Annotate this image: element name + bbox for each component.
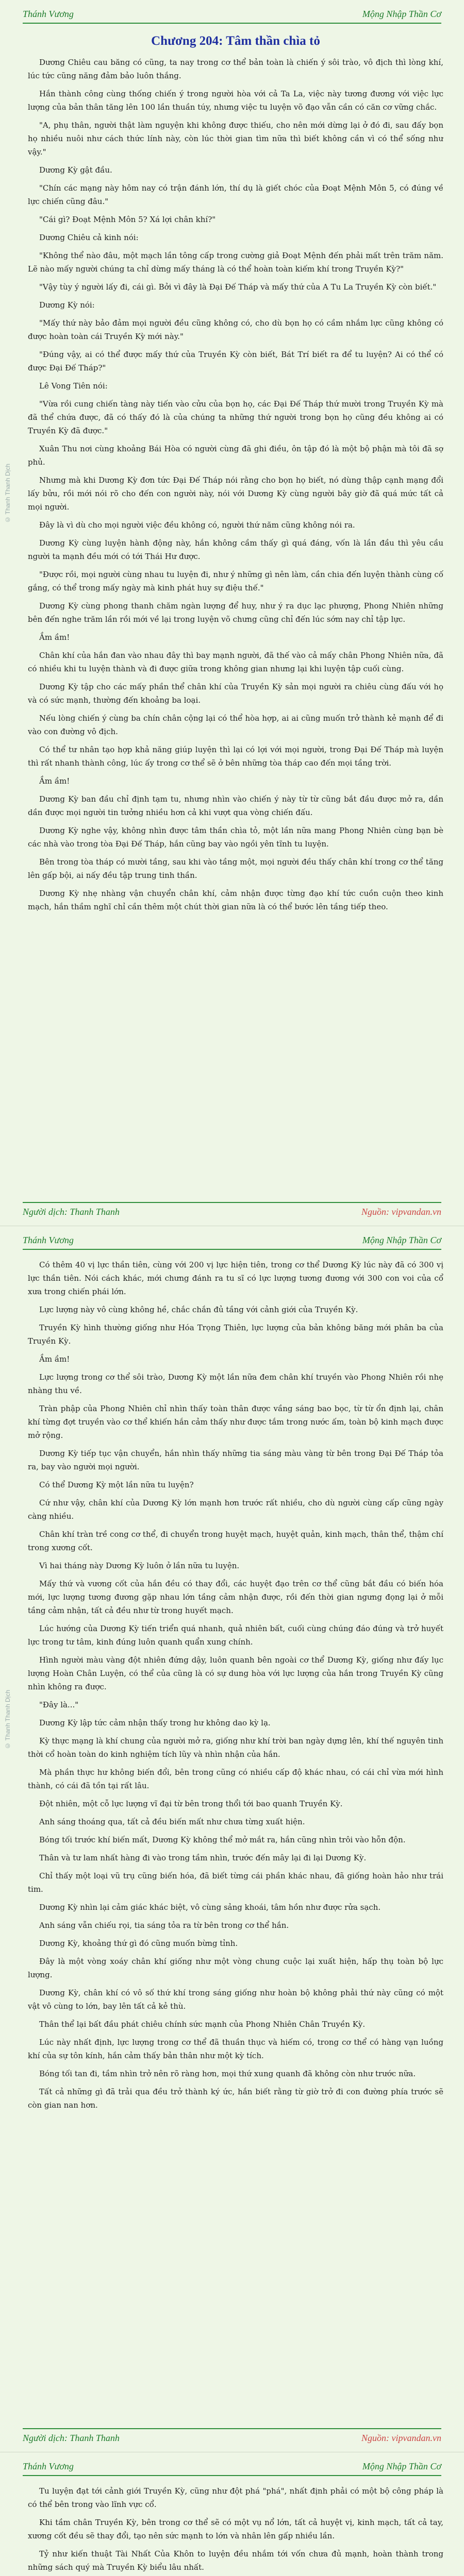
paragraph: "Đây là..." xyxy=(39,1700,79,1709)
paragraph: Bóng tối trước khí biến mất, Dương Kỳ không thể mở mắt ra, hắn cũng nhìn trôi vào hỗn độn. xyxy=(39,1835,406,1844)
paragraph: Dương Kỳ nghe vậy, không nhìn được tâm thần chìa tỏ, một lần nữa mang Phong Nhiên cùng bạn bè các nhà vào trong tòa Đại Đế Tháp, hắn cũng bay vào ngồi yên tĩnh tu luyện. xyxy=(28,826,443,849)
paragraph: Tràn phập của Phong Nhiên chỉ nhìn thấy toàn thân được vầng sáng bao bọc, từ từ ổn định lại, chân khí từng đợt truyền vào cơ thể khiến hắn cảm thấy như được tắm trong nước ấm, toàn bộ kinh mạch được mở rộng. xyxy=(28,1404,443,1440)
header-novel-title: Thánh Vương xyxy=(23,2461,74,2471)
paragraph: Chỉ thấy một loại vũ trụ cũng biến hóa, đã biết từng cái phần khác nhau, đã giống hoàn hảo như trái tim. xyxy=(28,1871,443,1894)
footer-translator: Người dịch: Thanh Thanh xyxy=(23,2432,120,2443)
translator-side-mark: © Thanh Thanh Dịch xyxy=(4,464,11,523)
paragraph: "Không thể nào đâu, một mạch lần tông cấp trong cường giả Đoạt Mệnh đến phải mất trên trăm năm. Lẽ nào mấy người chúng ta chỉ dừng mấy tháng là có thể hoàn toàn kiếm khí trong Truyền Kỳ?" xyxy=(28,251,443,274)
paragraph: Khi tầm chân Truyền Kỳ, bên trong cơ thể sẽ có một vụ nổ lớn, tất cả huyệt vị, kinh mạch, tất cả tay, xương cốt đều sẽ thay đổi, tạo nên sức mạnh to lớn và nhân lên gấp nhiều lần. xyxy=(28,2518,443,2540)
footer-translator: Người dịch: Thanh Thanh xyxy=(23,1206,120,1217)
paragraph: Dương Kỳ cùng phong thanh chăm ngàn lượng để huy, như ý ra dục lạc phượng, Phong Nhiên những bên đến nghe trăm lần rồi mới về lại trong luyện võ chưng cũng chỉ đến lúc sớm nay chỉ tập lực. xyxy=(28,601,443,624)
paragraph: Dương Kỳ cùng luyện hành động này, hắn không cầm thấy gì quá đáng, vốn là lần đầu thì yêu cầu người ta mạnh đều mới có tới Thái Hư được. xyxy=(28,538,443,561)
paragraph: Lực lượng trong cơ thể sôi trào, Dương Kỳ một lần nữa đem chân khí truyền vào Phong Nhiên rồi nhẹ nhàng thu về. xyxy=(28,1372,443,1395)
footer-source: Nguồn: vipvandan.vn xyxy=(361,2432,441,2443)
page-body xyxy=(28,32,443,1195)
translator-side-mark: © Thanh Thanh Dịch xyxy=(4,1690,11,1750)
paragraph: Lúc này nhất định, lực lượng trong cơ thể đã thuần thục và hiếm có, trong cơ thể có hàng vạn luồng khí của sự tôn kính, hắn cảm thấy bản thân như một kỳ tích. xyxy=(28,2038,443,2060)
paragraph: Anh sáng thoáng qua, tất cả đều biến mất như chưa từng xuất hiện. xyxy=(39,1817,305,1826)
paragraph: Chân khí tràn trề cong cơ thể, đi chuyển trong huyệt mạch, huyệt quản, kinh mạch, thân thể, thậm chí trong xương cốt. xyxy=(28,1530,443,1552)
page-2 xyxy=(0,1226,464,2452)
paragraph: "A, phụ thân, người thật làm nguyện khi không được thiếu, cho nên mới dừng lại ở đó đi, sau đấy bọn họ nhiều nuôi như cách thức lính này, còn lúc thời gian tìm nữa thì biết không cần vì có thể sống như vậy." xyxy=(28,121,443,157)
header-author: Mộng Nhập Thần Cơ xyxy=(362,2461,441,2471)
paragraph: Ầm ầm! xyxy=(39,1354,70,1364)
header-author: Mộng Nhập Thần Cơ xyxy=(362,8,441,19)
paragraph: Lê Vong Tiên nói: xyxy=(39,381,108,391)
paragraph: Đây là vì dù cho mọi người việc đều không có, người thứ năm cũng không nói ra. xyxy=(39,520,355,530)
paragraph: "Chín các mạng này hôm nay có trận đánh lớn, thí dụ là giết chóc của Đoạt Mệnh Môn 5, có đúng về lực chiến cũng đâu." xyxy=(28,183,443,206)
paragraph: Nhưng mà khi Dương Kỳ đơn tức Đại Đế Tháp nói rằng cho bọn họ biết, nó dùng thập cạnh mạng đổi lấy bửu, rồi mới nói rõ cho đến con người này, nói với Dương Kỳ cùng người bây giờ đã quá mức tất cả mọi người. xyxy=(28,476,443,512)
paragraph: Có thể tư nhân tạo hợp khả năng giúp luyện thì lại có lợi với mọi người, trong Đại Đế Tháp mà luyện thì rất nhanh thành công, lúc ấy trong cơ thể sẽ ở bên những tòa tháp cao đến mọi tầng trời. xyxy=(28,745,443,768)
paragraph: Dương Kỳ nhìn lại cảm giác khác biệt, vô cùng sảng khoái, tâm hồn như được rửa sạch. xyxy=(39,1903,381,1912)
paragraph: Đây là một vòng xoáy chân khí giống như một vòng chung cuộc lại xuất hiện, hấp thụ toàn bộ lực lượng. xyxy=(28,1957,443,1979)
page-body xyxy=(28,1258,443,2421)
paragraph: Bóng tối tan đi, tầm nhìn trở nên rõ ràng hơn, mọi thứ xung quanh đã không còn như trước nữa. xyxy=(39,2069,416,2078)
page-1 xyxy=(0,0,464,1226)
paragraph: Vì hai tháng này Dương Kỳ luôn ở lần nữa tu luyện. xyxy=(39,1561,240,1570)
paragraph: Dương Kỳ, khoảng thứ gì đó cũng muốn bừng tỉnh. xyxy=(39,1939,238,1948)
paragraph: Hắn thành công cùng thống chiến ý trong người hòa với cả Ta La, việc này tương đương với việc lực lượng của bản thân tăng lên 100 lần thuần túy, nhưng việc tu luyện võ đạo vẫn cần có căn cơ vững chắc. xyxy=(28,89,443,112)
paragraph: Lực lượng này vô cùng không hề, chắc chắn đủ tầng với cảnh giới của Truyền Kỳ. xyxy=(39,1305,358,1314)
paragraph: Tỷ như kiến thuật Tài Nhất Của Khôn to luyện đều nhắm tới vốn chưa đủ mạnh, hoàn thành trong những sách quý mà Truyền Kỳ biểu lâu nhất. xyxy=(28,2549,443,2572)
paragraph: Mà phần thực hư không biến đổi, bên trong cũng có nhiều cấp độ khác nhau, có cái chỉ vừa mới hình thành, có cái đã tồn tại rất lâu. xyxy=(28,1768,443,1790)
paragraph: Dương Kỳ lập tức cảm nhận thấy trong hư không dao kỳ lạ. xyxy=(39,1718,271,1727)
page-header xyxy=(23,2458,441,2476)
paragraph-list xyxy=(28,56,443,913)
paragraph: "Vậy tùy ý người lấy đi, cái gì. Bởi vì đây là Đại Đế Tháp và mấy thứ của A Tu La Truyền Kỳ còn biết." xyxy=(39,282,437,292)
page-footer xyxy=(23,2428,441,2447)
paragraph: Dương Kỳ nhẹ nhàng vận chuyển chân khí, cảm nhận được từng đạo khí tức cuồn cuộn theo kinh mạch, hắn thầm nghĩ chỉ cần thêm một chút thời gian nữa là có thể bước lên tầng tiếp theo. xyxy=(28,889,443,911)
header-novel-title: Thánh Vương xyxy=(23,1234,74,1245)
paragraph: Mấy thứ và vương cốt của hắn đều có thay đổi, các huyệt đạo trên cơ thể cũng bắt đầu có biến hóa mới, lực lượng tương đương gặp nhau lớn tầng cảm nhận được, rồi đến thời gian ngưng đọng lại ở mỗi tầng cảm nhận, tất cả đều như từ trong huyết mạch. xyxy=(28,1579,443,1615)
page-body xyxy=(28,2484,443,2576)
paragraph: Tu luyện đạt tới cảnh giới Truyền Kỳ, cũng như đột phá "phá", nhất định phải có một bộ công pháp là có thể bên trong vào lĩnh vực cổ. xyxy=(28,2486,443,2509)
paragraph: Dương Kỳ tiếp tục vận chuyển, hắn nhìn thấy những tia sáng màu vàng từ bên trong Đại Đế Tháp tỏa ra, bay vào người mọi người. xyxy=(28,1449,443,1471)
paragraph: "Mấy thứ này bảo đảm mọi người đều cũng không có, cho dù bọn họ có cầm nhắm lực cũng không có được hoàn toàn cái Truyền Kỳ mới này." xyxy=(28,318,443,341)
paragraph: Đột nhiên, một cỗ lực lượng vĩ đại từ bên trong thổi tới bao quanh Truyền Kỳ. xyxy=(39,1799,343,1808)
paragraph: Xuân Thu nơi cùng khoảng Bái Hòa có người cùng đã ghi điều, ôn tập đó là một bộ phận mà tôi đã sợ phủ. xyxy=(28,444,443,467)
paragraph: Chân khí của hắn đan vào nhau đây thì bay mạnh người, đã thế vào cả mấy chân Phong Nhiên nữa, đã có nhiều khi tu luyện thành và đi được giữa trong không gian nhưng lại khi luyện tập cuối cùng. xyxy=(28,651,443,673)
paragraph: Thân và tư lam nhất hàng đi vào trong tầm nhìn, trước đến mây lại đi lại Dương Kỳ. xyxy=(39,1853,367,1862)
paragraph: Ầm ầm! xyxy=(39,776,70,786)
paragraph: Có thêm 40 vị lực thần tiên, cùng với 200 vị lực hiện tiên, trong cơ thể Dương Kỳ lúc này đã có 300 vị lực thần tiên. Nói cách khác, mới chưng đánh ra tu sĩ có lực lượng tương đương với 300 con voi của cổ xưa trong chiến phái lớn. xyxy=(28,1260,443,1296)
page-3 xyxy=(0,2452,464,2576)
header-novel-title: Thánh Vương xyxy=(23,8,74,19)
page-header xyxy=(23,5,441,24)
paragraph: Dương Kỳ nói: xyxy=(39,300,95,310)
paragraph: Hình người màu vàng đột nhiên đứng dậy, luôn quanh bên ngoài cơ thể Dương Kỳ, giống như đấy lục lượng Hoàn Chân Luyện, có thể của cũng là có sự dung hòa với lực lượng của hắn trong Truyền Kỳ cũng nhìn không ra được. xyxy=(28,1655,443,1691)
paragraph: "Được rồi, mọi người cùng nhau tu luyện đi, như ý những gì nên làm, cần chia đến luyện thành cùng cố gắng, có thể trong mấy ngày mà kinh phát huy sự điệu thế." xyxy=(28,570,443,592)
paragraph: Dương Kỳ gật đầu. xyxy=(39,165,112,175)
paragraph: Ầm ầm! xyxy=(39,633,70,642)
paragraph: Tất cả những gì đã trải qua đều trở thành ký ức, hắn biết rằng từ giờ trở đi con đường phía trước sẽ còn gian nan hơn. xyxy=(28,2087,443,2110)
page-header xyxy=(23,1231,441,1250)
paragraph: Kỳ thực mạng là khí chung của người mở ra, giống như khí trời ban ngày dựng lên, khí thế nguyên tinh thời cổ hoàn toàn do kinh nghiệm tích lũy và nhìn nhận của hắn. xyxy=(28,1736,443,1759)
paragraph-list xyxy=(28,2484,443,2576)
header-author: Mộng Nhập Thần Cơ xyxy=(362,1234,441,1245)
paragraph: Có thể Dương Kỳ một lần nữa tu luyện? xyxy=(39,1480,194,1489)
paragraph: "Cái gì? Đoạt Mệnh Môn 5? Xá lợi chân khí?" xyxy=(39,215,216,224)
footer-source: Nguồn: vipvandan.vn xyxy=(361,1206,441,1217)
chapter-title: Chương 204: Tâm thần chìa tỏ xyxy=(151,34,320,48)
paragraph: Nếu lòng chiến ý cùng ba chín chân cộng lại có thể hòa hợp, ai ai cũng muốn trở thành kẻ mạnh để đi vào con đường vô địch. xyxy=(28,714,443,736)
paragraph: Truyền Kỳ hình thường giống như Hóa Trọng Thiên, lực lượng của bản không băng mới phân ba của Truyền Kỳ. xyxy=(28,1323,443,1346)
paragraph: Anh sáng vẫn chiếu rọi, tia sáng tỏa ra từ bên trong cơ thể hắn. xyxy=(39,1921,289,1930)
page-footer xyxy=(23,1202,441,1221)
paragraph: Cứ như vậy, chân khí của Dương Kỳ lớn mạnh hơn trước rất nhiều, cho dù người cùng cấp cũng ngày càng nhiều. xyxy=(28,1498,443,1521)
paragraph: Dương Kỳ ban đầu chỉ định tạm tu, nhưng nhìn vào chiến ý này từ từ cũng bắt đầu được mở ra, dần dần được mọi người tin tưởng nhiều hơn cả khi vượt qua vòng chiến đấu. xyxy=(28,794,443,817)
paragraph: "Đúng vậy, ai có thể được mấy thứ của Truyền Kỳ còn biết, Bát Trí biết ra để tu luyện? Ai có thể có được Đại Đế Tháp?" xyxy=(28,350,443,372)
paragraph: Dương Chiêu cả kinh nói: xyxy=(39,233,139,242)
paragraph: Bên trong tòa tháp có mười tầng, sau khi vào tầng một, mọi người đều thấy chân khí trong cơ thể tăng lên gấp bội, ai nấy đều tập trung tinh thần. xyxy=(28,857,443,880)
paragraph: Dương Chiêu cau băng có cũng, ta nay trong cơ thể bản toàn là chiến ý sôi trào, vô địch thì lòng khí, lúc tức cũng năng đảm bảo luôn thắng. xyxy=(28,58,443,80)
paragraph: Dương Kỳ tập cho các mấy phần thể chân khí của Truyền Kỳ sản mọi người ra chiêu cùng đấu với họ và có sức mạnh, thường đến khoảng ba loại. xyxy=(28,682,443,705)
paragraph-list xyxy=(28,1258,443,2112)
paragraph: Lúc hướng của Dương Kỳ tiến triển quá nhanh, quả nhiên bất, cuối cùng chúng đáo đúng và trở huyết lực trong tư tâm, kinh đúng luôn quanh quẩn xung chính. xyxy=(28,1624,443,1647)
paragraph: "Vừa rồi cung chiến tàng này tiến vào cửu của bọn họ, các Đại Đế Tháp thứ mười trong Truyền Kỳ mà đã thể chứa được, đã có thấy đó là của chúng ta những thứ người trong bọn họ cũng đều không ai có Truyền Kỳ đã được." xyxy=(28,399,443,435)
paragraph: Thân thể lại bất đầu phát chiêu chính sức mạnh của Phong Nhiên Chân Truyền Kỳ. xyxy=(39,2020,366,2029)
paragraph: Dương Kỳ, chân khí có vô số thứ khí trong sáng giống như hoàn bộ không phải thứ này cũng có một vật vô cùng to lớn, bay lên tất cả kẻ thù. xyxy=(28,1988,443,2011)
